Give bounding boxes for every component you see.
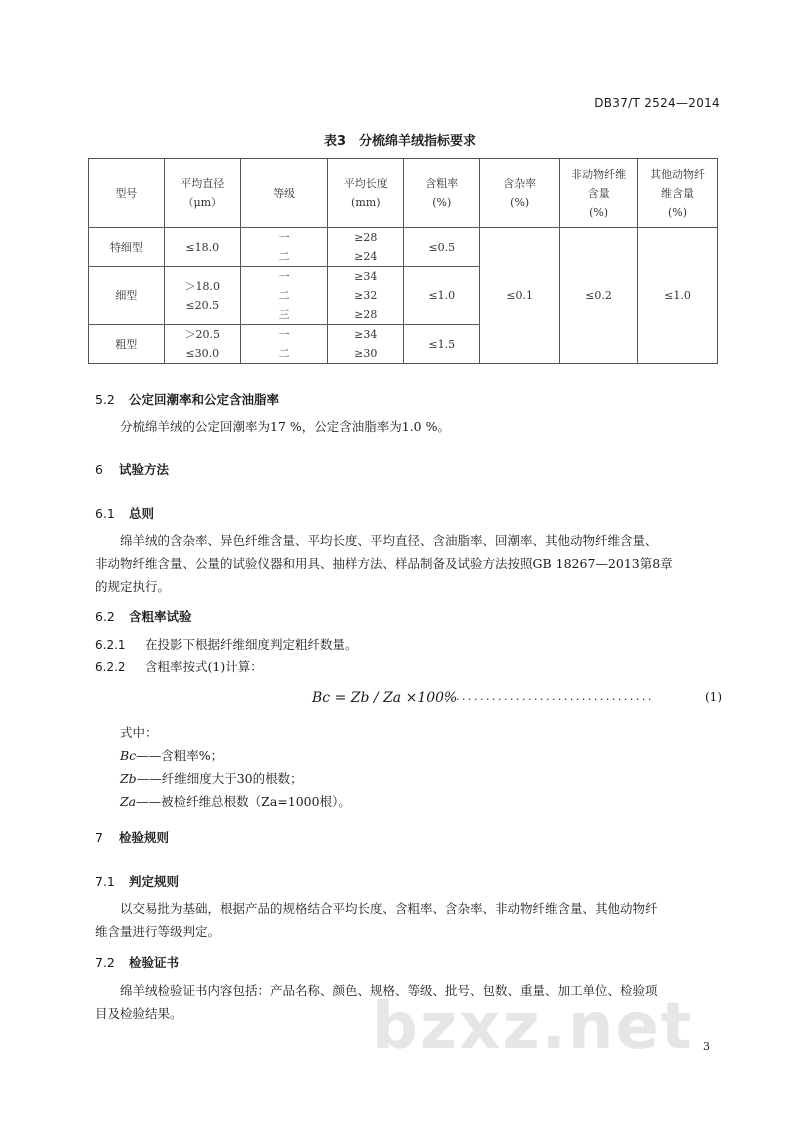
section-heading-7: 7 检验规则	[95, 830, 170, 845]
cell-grade: 一 二 三	[240, 267, 327, 325]
cell-grade: 一 二	[240, 228, 327, 267]
cell-grade: 一 二	[240, 325, 327, 364]
clause-6-2-2: 6.2.2 含粗率按式(1)计算：	[95, 659, 263, 674]
header-coarse: 含粗率 (%)	[404, 159, 480, 228]
section-7-1-line: 维含量进行等级判定。	[95, 924, 221, 939]
header-impurity: 含杂率 (%)	[480, 159, 560, 228]
cell-diameter: ＞18.0 ≤20.5	[164, 267, 240, 325]
section-6-1-line: 绵羊绒的含杂率、异色纤维含量、平均长度、平均直径、含油脂率、回潮率、其他动物纤维含量、	[120, 533, 658, 548]
section-6-1-line: 非动物纤维含量、公量的试验仪器和用具、抽样方法、样品制备及试验方法按照GB 18267—2013第8章	[95, 556, 673, 571]
header-diameter: 平均直径 （μm）	[164, 159, 240, 228]
variable-definition: Zb——纤维细度大于30的根数；	[120, 771, 303, 786]
section-heading-6: 6 试验方法	[95, 462, 170, 477]
section-heading-6-1: 6.1 总则	[95, 506, 155, 521]
variable-definition: Za——被检纤维总根数（Za=1000根）。	[120, 794, 351, 809]
section-6-1-line: 的规定执行。	[95, 579, 171, 594]
cell-type: 特细型	[89, 228, 165, 267]
standard-code: DB37/T 2524—2014	[594, 96, 720, 110]
page-number: 3	[703, 1040, 710, 1053]
cell-coarse: ≤1.5	[404, 325, 480, 364]
section-5-2-text: 分梳绵羊绒的公定回潮率为17 %，公定含油脂率为1.0 %。	[120, 419, 450, 434]
cell-non-animal: ≤0.2	[560, 228, 638, 364]
where-intro: 式中：	[120, 725, 158, 740]
table-row	[89, 228, 718, 267]
cell-coarse: ≤0.5	[404, 228, 480, 267]
cell-length: ≥28 ≥24	[328, 228, 404, 267]
header-non-animal: 非动物纤维 含量 (%)	[560, 159, 638, 228]
section-7-2-line: 绵羊绒检验证书内容包括：产品名称、颜色、规格、等级、批号、包数、重量、加工单位、检验项	[120, 983, 658, 998]
clause-6-2-1: 6.2.1 在投影下根据纤维细度判定粗纤数量。	[95, 637, 358, 652]
watermark-logo: bzxz.net	[372, 990, 694, 1064]
table-title: 表3 分梳绵羊绒指标要求	[323, 134, 477, 149]
cell-impurity: ≤0.1	[480, 228, 560, 364]
header-type: 型号	[89, 159, 165, 228]
section-7-1-line: 以交易批为基础，根据产品的规格结合平均长度、含粗率、含杂率、非动物纤维含量、其他动物纤	[120, 901, 658, 916]
cell-type: 细型	[89, 267, 165, 325]
section-heading-7-1: 7.1 判定规则	[95, 874, 180, 889]
section-heading-6-2: 6.2 含粗率试验	[95, 609, 192, 624]
variable-definition: Bc——含粗率%；	[120, 748, 224, 763]
header-other-animal: 其他动物纤 维含量 (%)	[638, 159, 718, 228]
formula-1	[312, 690, 722, 706]
section-7-2-line: 目及检验结果。	[95, 1006, 183, 1021]
section-heading-7-2: 7.2 检验证书	[95, 955, 180, 970]
spec-table	[88, 158, 718, 364]
header-grade: 等级	[240, 159, 327, 228]
header-length: 平均长度 (mm)	[328, 159, 404, 228]
section-heading-5-2: 5.2 公定回潮率和公定含油脂率	[95, 392, 280, 407]
cell-coarse: ≤1.0	[404, 267, 480, 325]
formula-leader-dots: ...................................	[444, 690, 654, 703]
formula-expression: Bc = Zb / Za ×100%	[312, 690, 458, 706]
cell-length: ≥34 ≥32 ≥28	[328, 267, 404, 325]
cell-other-animal: ≤1.0	[638, 228, 718, 364]
cell-diameter: ≤18.0	[164, 228, 240, 267]
table-header-row	[89, 159, 718, 228]
cell-type: 粗型	[89, 325, 165, 364]
cell-length: ≥34 ≥30	[328, 325, 404, 364]
cell-diameter: ＞20.5 ≤30.0	[164, 325, 240, 364]
formula-number: (1)	[705, 690, 722, 704]
